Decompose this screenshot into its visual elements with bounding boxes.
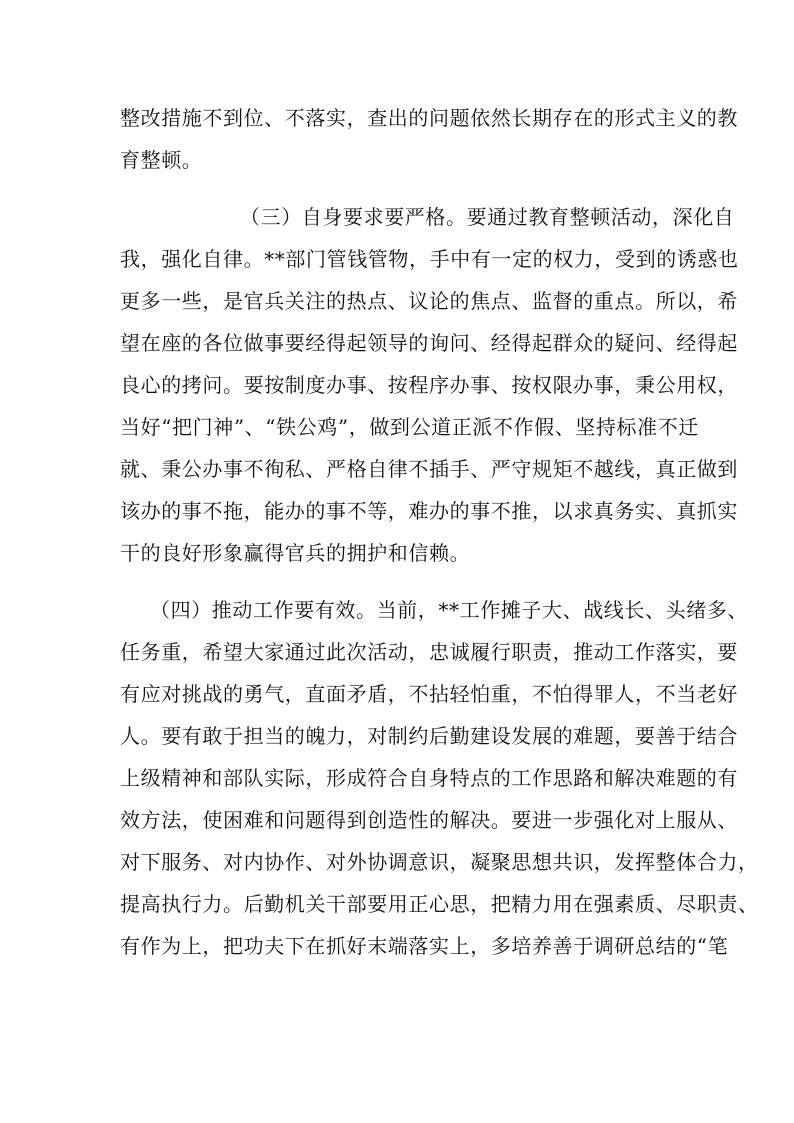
text-line: 望在座的各位做事要经得起领导的询问、经得起群众的疑问、经得起	[120, 331, 738, 355]
text-line: 有作为上，把功夫下在抓好末端落实上，多培养善于调研总结的“笔	[120, 934, 729, 958]
text-line: 对下服务、对内协作、对外协调意识，凝聚思想共识，发挥整体合力，	[120, 850, 759, 874]
text-line: 整改措施不到位、不落实，查出的问题依然长期存在的形式主义的教	[120, 106, 738, 130]
text-line: 良心的拷问。要按制度办事、按程序办事、按权限办事，秉公用权，	[120, 373, 738, 397]
text-line: 我，强化自律。**部门管钱管物，手中有一定的权力，受到的诱惑也	[120, 247, 739, 271]
text-line: 当好“把门神”、“铁公鸡”，做到公道正派不作假、坚持标准不迁	[120, 415, 699, 439]
text-line: 人。要有敢于担当的魄力，对制约后勤建设发展的难题，要善于结合	[120, 724, 738, 748]
text-line: 就、秉公办事不徇私、严格自律不插手、严守规矩不越线，真正做到	[120, 457, 738, 481]
text-line: 该办的事不拖，能办的事不等，难办的事不推，以求真务实、真抓实	[120, 499, 738, 523]
text-line: 更多一些，是官兵关注的热点、议论的焦点、监督的重点。所以，希	[120, 289, 738, 313]
text-line: 效方法，使困难和问题得到创造性的解决。要进一步强化对上服从、	[120, 808, 738, 832]
text-line: 干的良好形象赢得官兵的拥护和信赖。	[120, 541, 471, 565]
text-line: 任务重，希望大家通过此次活动，忠诚履行职责，推动工作落实，要	[120, 640, 738, 664]
text-line: 有应对挑战的勇气，直面矛盾，不拈轻怕重，不怕得罪人，不当老好	[120, 682, 738, 706]
text-line: 上级精神和部队实际，形成符合自身特点的工作思路和解决难题的有	[120, 766, 738, 790]
section-three-heading-line: （三）自身要求要严格。要通过教育整顿活动，深化自	[240, 205, 735, 229]
text-line: 育整顿。	[120, 148, 203, 172]
text-line: 提高执行力。后勤机关干部要用正心思，把精力用在强素质、尽职责、	[120, 892, 759, 916]
section-four-heading-line: （四）推动工作要有效。当前，**工作摊子大、战线长、头绪多、	[150, 598, 748, 622]
